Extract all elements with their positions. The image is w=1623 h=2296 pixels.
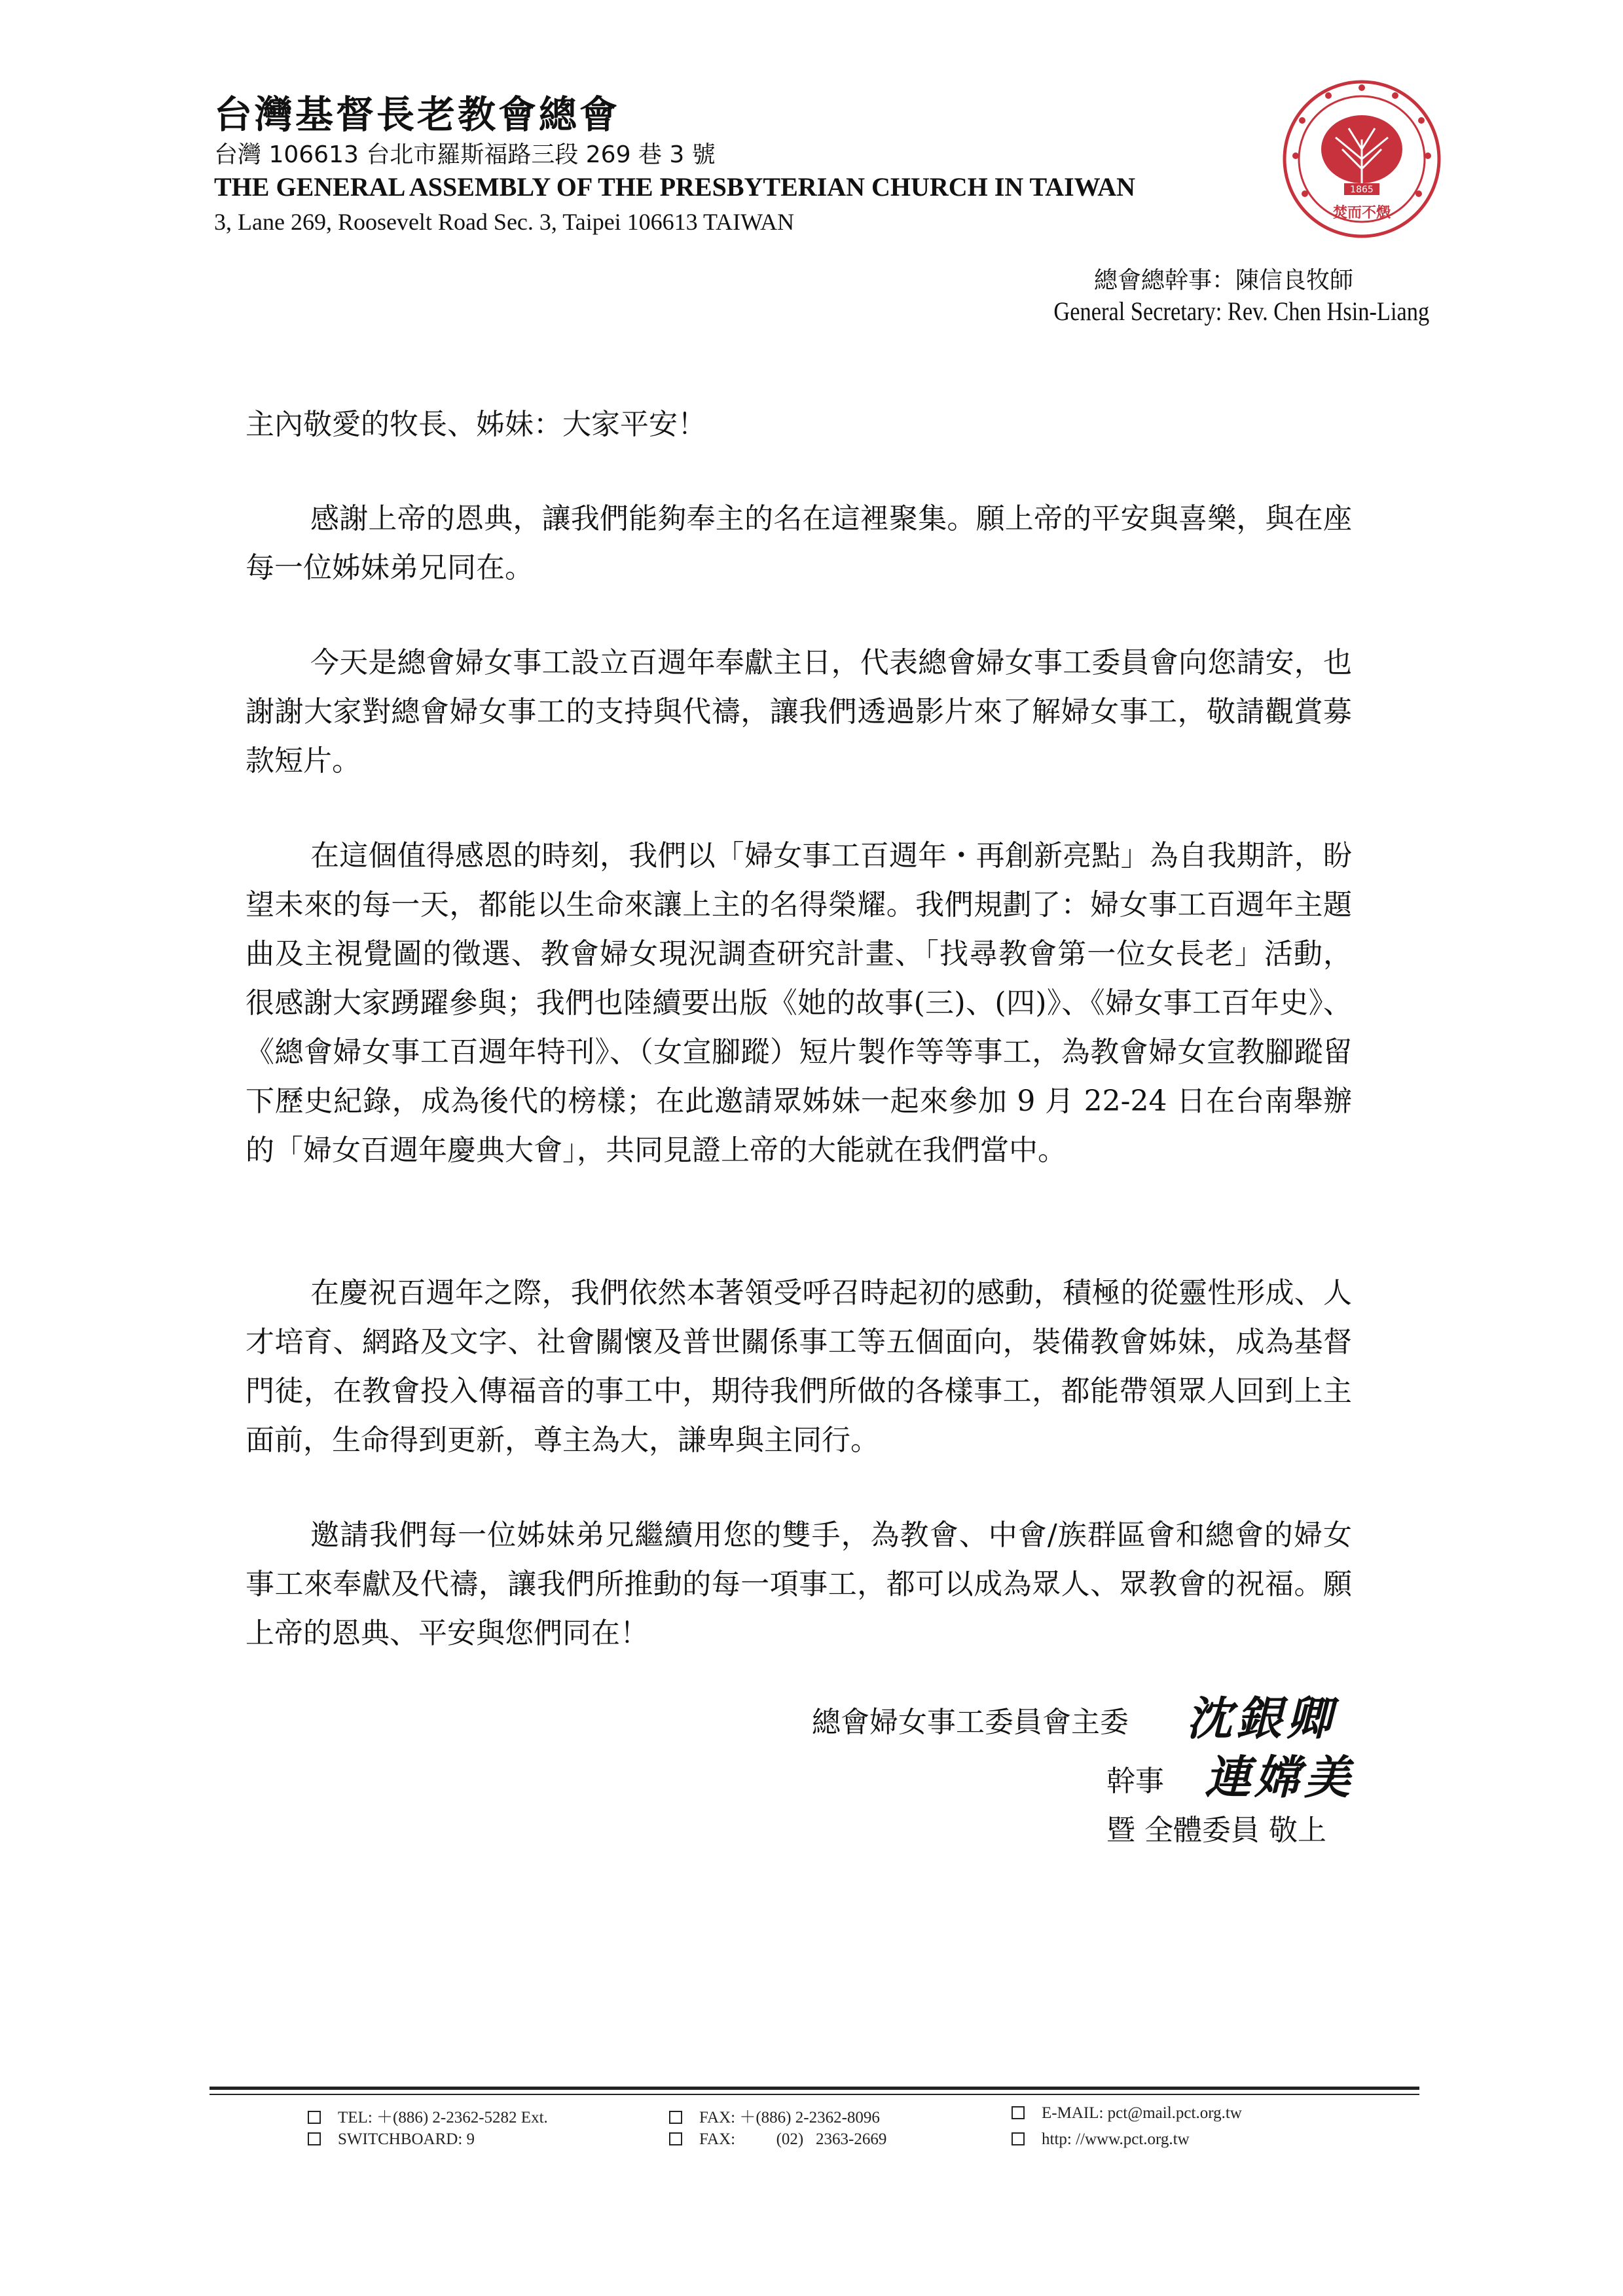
checkbox-icon: [1012, 2132, 1025, 2145]
footer-switchboard: SWITCHBOARD: 9: [308, 2130, 475, 2149]
chair-signature: 沈銀卿: [1186, 1691, 1336, 1746]
footer-email[interactable]: E-MAIL: pct@mail.pct.org.tw: [1012, 2104, 1242, 2123]
letter-paragraph: 在這個值得感恩的時刻，我們以「婦女事工百週年・再創新亮點」為自我期許，盼望未來的每一天，都能以生命來讓上主的名得榮耀。我們規劃了：婦女事工百週年主題曲及主視覺圖的徵選、教會婦女現況調查研究計畫、「找尋教會第一位女長老」活動，很感謝大家踴躍參與；我們也陸續要出版《她的故事(三)、(四)》、《婦女事工百年史》、《總會婦女事工百週年特刊》、（女宣腳蹤）短片製作等等事工，為教會婦女宣教腳蹤留下歷史紀錄，成為後代的榜樣；在此邀請眾姊妹一起來參加 9 月 22-24 日在台南舉辦的「婦女百週年慶典大會」，共同見證上帝的大能就在我們當中。: [246, 839, 1352, 1167]
secretary-signature: 連嫦美: [1205, 1750, 1354, 1804]
organization-name-cn: 台灣基督長老教會總會: [214, 92, 621, 137]
checkbox-icon: [308, 2132, 321, 2145]
checkbox-icon: [308, 2111, 321, 2124]
footer-fax-local: FAX: (02) 2363-2669: [669, 2130, 886, 2149]
seal-year: 1865: [1350, 185, 1374, 195]
footer-divider: [210, 2087, 1419, 2090]
footer-tel: TEL: ＋(886) 2-2362-5282 Ext.: [308, 2104, 548, 2128]
church-seal-logo: [1280, 77, 1444, 241]
letter-greeting: 主內敬愛的牧長、姊妹：大家平安！: [246, 408, 706, 441]
secretary-title: 幹事: [1106, 1765, 1164, 1798]
letter-paragraph: 今天是總會婦女事工設立百週年奉獻主日，代表總會婦女事工委員會向您請安，也謝謝大家對總會婦女事工的支持與代禱，讓我們透過影片來了解婦女事工，敬請觀賞募款短片。: [246, 646, 1352, 778]
letter-paragraph: 在慶祝百週年之際，我們依然本著領受呼召時起初的感動，積極的從靈性形成、人才培育、網路及文字、社會關懷及普世關係事工等五個面向，裝備教會姊妹，成為基督門徒，在教會投入傳福音的事工中，期待我們所做的各樣事工，都能帶領眾人回到上主面前，生命得到更新，尊主為大，謙卑與主同行。: [246, 1276, 1352, 1457]
address-en: 3, Lane 269, Roosevelt Road Sec. 3, Taipei 106613 TAIWAN: [214, 209, 795, 235]
organization-name-en: THE GENERAL ASSEMBLY OF THE PRESBYTERIAN CHURCH IN TAIWAN: [214, 172, 1135, 202]
checkbox-icon: [669, 2111, 682, 2124]
chair-title: 總會婦女事工委員會主委: [812, 1706, 1129, 1739]
general-secretary-cn: 總會總幹事：陳信良牧師: [1093, 267, 1353, 294]
checkbox-icon: [669, 2132, 682, 2145]
closing-line: 暨 全體委員 敬上: [1106, 1814, 1326, 1847]
letter-paragraph: 感謝上帝的恩典，讓我們能夠奉主的名在這裡聚集。願上帝的平安與喜樂，與在座每一位姊妹弟兄同在。: [246, 502, 1352, 584]
footer-fax: FAX: ＋(886) 2-2362-8096: [669, 2104, 880, 2128]
footer-website[interactable]: http: //www.pct.org.tw: [1012, 2130, 1190, 2149]
letter-paragraph: 邀請我們每一位姊妹弟兄繼續用您的雙手，為教會、中會/族群區會和總會的婦女事工來奉獻及代禱，讓我們所推動的每一項事工，都可以成為眾人、眾教會的祝福。願上帝的恩典、平安與您們同在！: [246, 1518, 1352, 1650]
address-cn: 台灣 106613 台北市羅斯福路三段 269 巷 3 號: [214, 141, 716, 168]
general-secretary-en: General Secretary: Rev. Chen Hsin-Liang: [1053, 296, 1429, 326]
checkbox-icon: [1012, 2106, 1025, 2119]
seal-motto: 焚而不燬: [1332, 205, 1391, 221]
footer-divider: [210, 2094, 1419, 2095]
